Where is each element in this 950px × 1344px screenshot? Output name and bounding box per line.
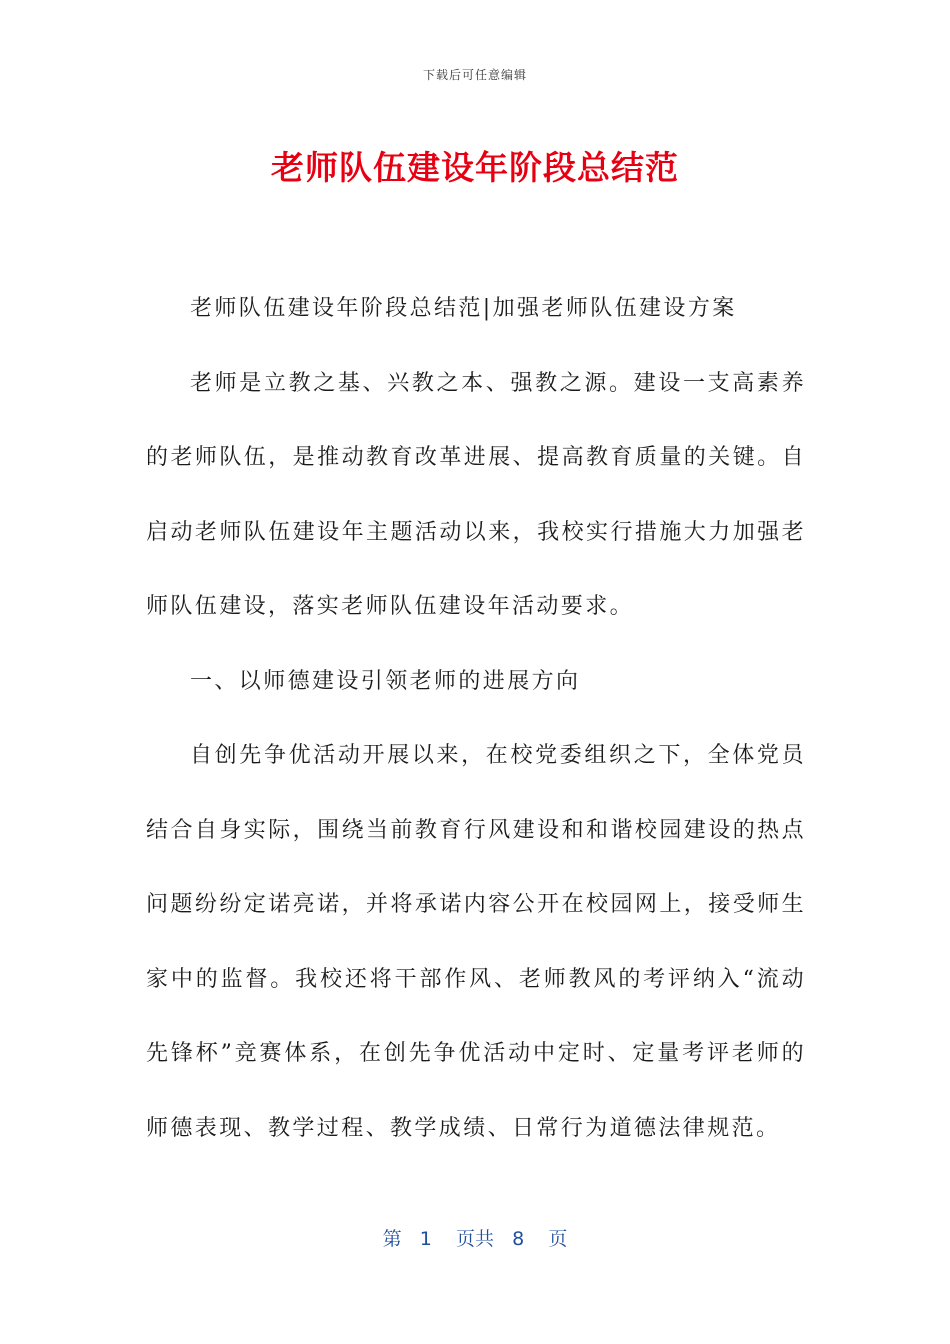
paragraph-body: 自创先争优活动开展以来，在校党委组织之下，全体党员结合自身实际，围绕当前教育行风建设和和谐校园建设的热点问题纷纷定诺亮诺，并将承诺内容公开在校园网上，接受师生家中的监督。我校还将干部作风、老师教风的考评纳入“流动先锋杯”竞赛体系，在创先争优活动中定时、定量考评老师的师德表现、教学过程、教学成绩、日常行为道德法律规范。 xyxy=(146,743,806,1141)
footer-suffix: 页 xyxy=(548,1228,568,1250)
total-pages-number: 8 xyxy=(512,1228,525,1250)
page-number-footer xyxy=(0,1224,950,1251)
paragraph-intro: 老师是立教之基、兴教之本、强教之源。建设一支高素养的老师队伍，是推动教育改革进展、提高教育质量的关键。自启动老师队伍建设年主题活动以来，我校实行措施大力加强老师队伍建设，落实老师队伍建设年活动要求。 xyxy=(146,370,806,619)
document-body xyxy=(146,272,806,1166)
paragraph-subtitle: 老师队伍建设年阶段总结范|加强老师队伍建设方案 xyxy=(190,296,737,321)
header-note: 下载后可任意编辑 xyxy=(422,68,527,82)
document-title: 老师队伍建设年阶段总结范 xyxy=(271,148,679,187)
footer-prefix: 第 xyxy=(382,1228,402,1250)
footer-middle: 页共 xyxy=(455,1228,494,1250)
current-page-number: 1 xyxy=(419,1228,432,1250)
section-heading: 一、以师德建设引领老师的进展方向 xyxy=(190,668,581,694)
